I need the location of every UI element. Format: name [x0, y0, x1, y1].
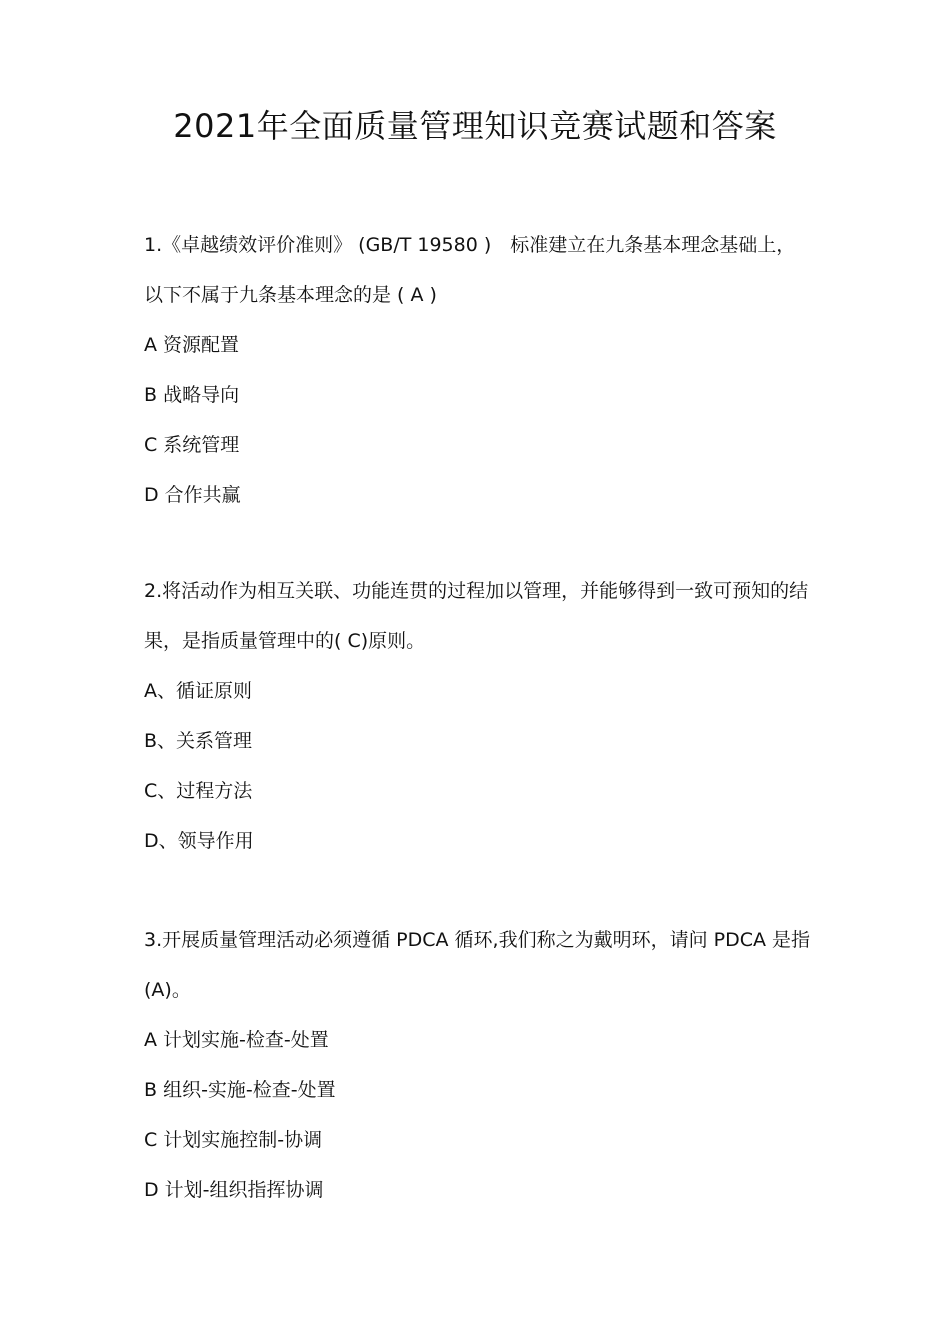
- option-list: [144, 666, 814, 866]
- option-c: C 计划实施控制-协调: [144, 1129, 323, 1151]
- option-b: B 战略导向: [144, 384, 240, 406]
- option-a: A 资源配置: [144, 334, 240, 356]
- question-3: [144, 915, 814, 1215]
- option-b: B 组织-实施-检查-处置: [144, 1079, 336, 1101]
- option-list: [144, 320, 814, 520]
- question-stem: 1.《卓越绩效评价准则》 (GB/T 19580 ) 标准建立在九条基本理念基础上，以下不属于九条基本理念的是 ( A ): [144, 234, 796, 306]
- question-1: [144, 220, 814, 520]
- option-a: A、循证原则: [144, 680, 252, 702]
- option-d: D 合作共赢: [144, 484, 241, 506]
- option-b: B、关系管理: [144, 730, 253, 752]
- document-title: 2021年全面质量管理知识竞赛试题和答案: [173, 107, 777, 145]
- option-d: D、领导作用: [144, 830, 254, 852]
- option-d: D 计划-组织指挥协调: [144, 1179, 324, 1201]
- option-c: C、过程方法: [144, 780, 253, 802]
- question-stem: 2.将活动作为相互关联、功能连贯的过程加以管理，并能够得到一致可预知的结果，是指质量管理中的( C)原则。: [144, 580, 809, 652]
- question-2: [144, 566, 814, 866]
- option-list: [144, 1015, 814, 1215]
- option-a: A 计划实施-检查-处置: [144, 1029, 329, 1051]
- question-stem: 3.开展质量管理活动必须遵循 PDCA 循环,我们称之为戴明环，请问 PDCA 是指(A)。: [144, 929, 811, 1001]
- option-c: C 系统管理: [144, 434, 240, 456]
